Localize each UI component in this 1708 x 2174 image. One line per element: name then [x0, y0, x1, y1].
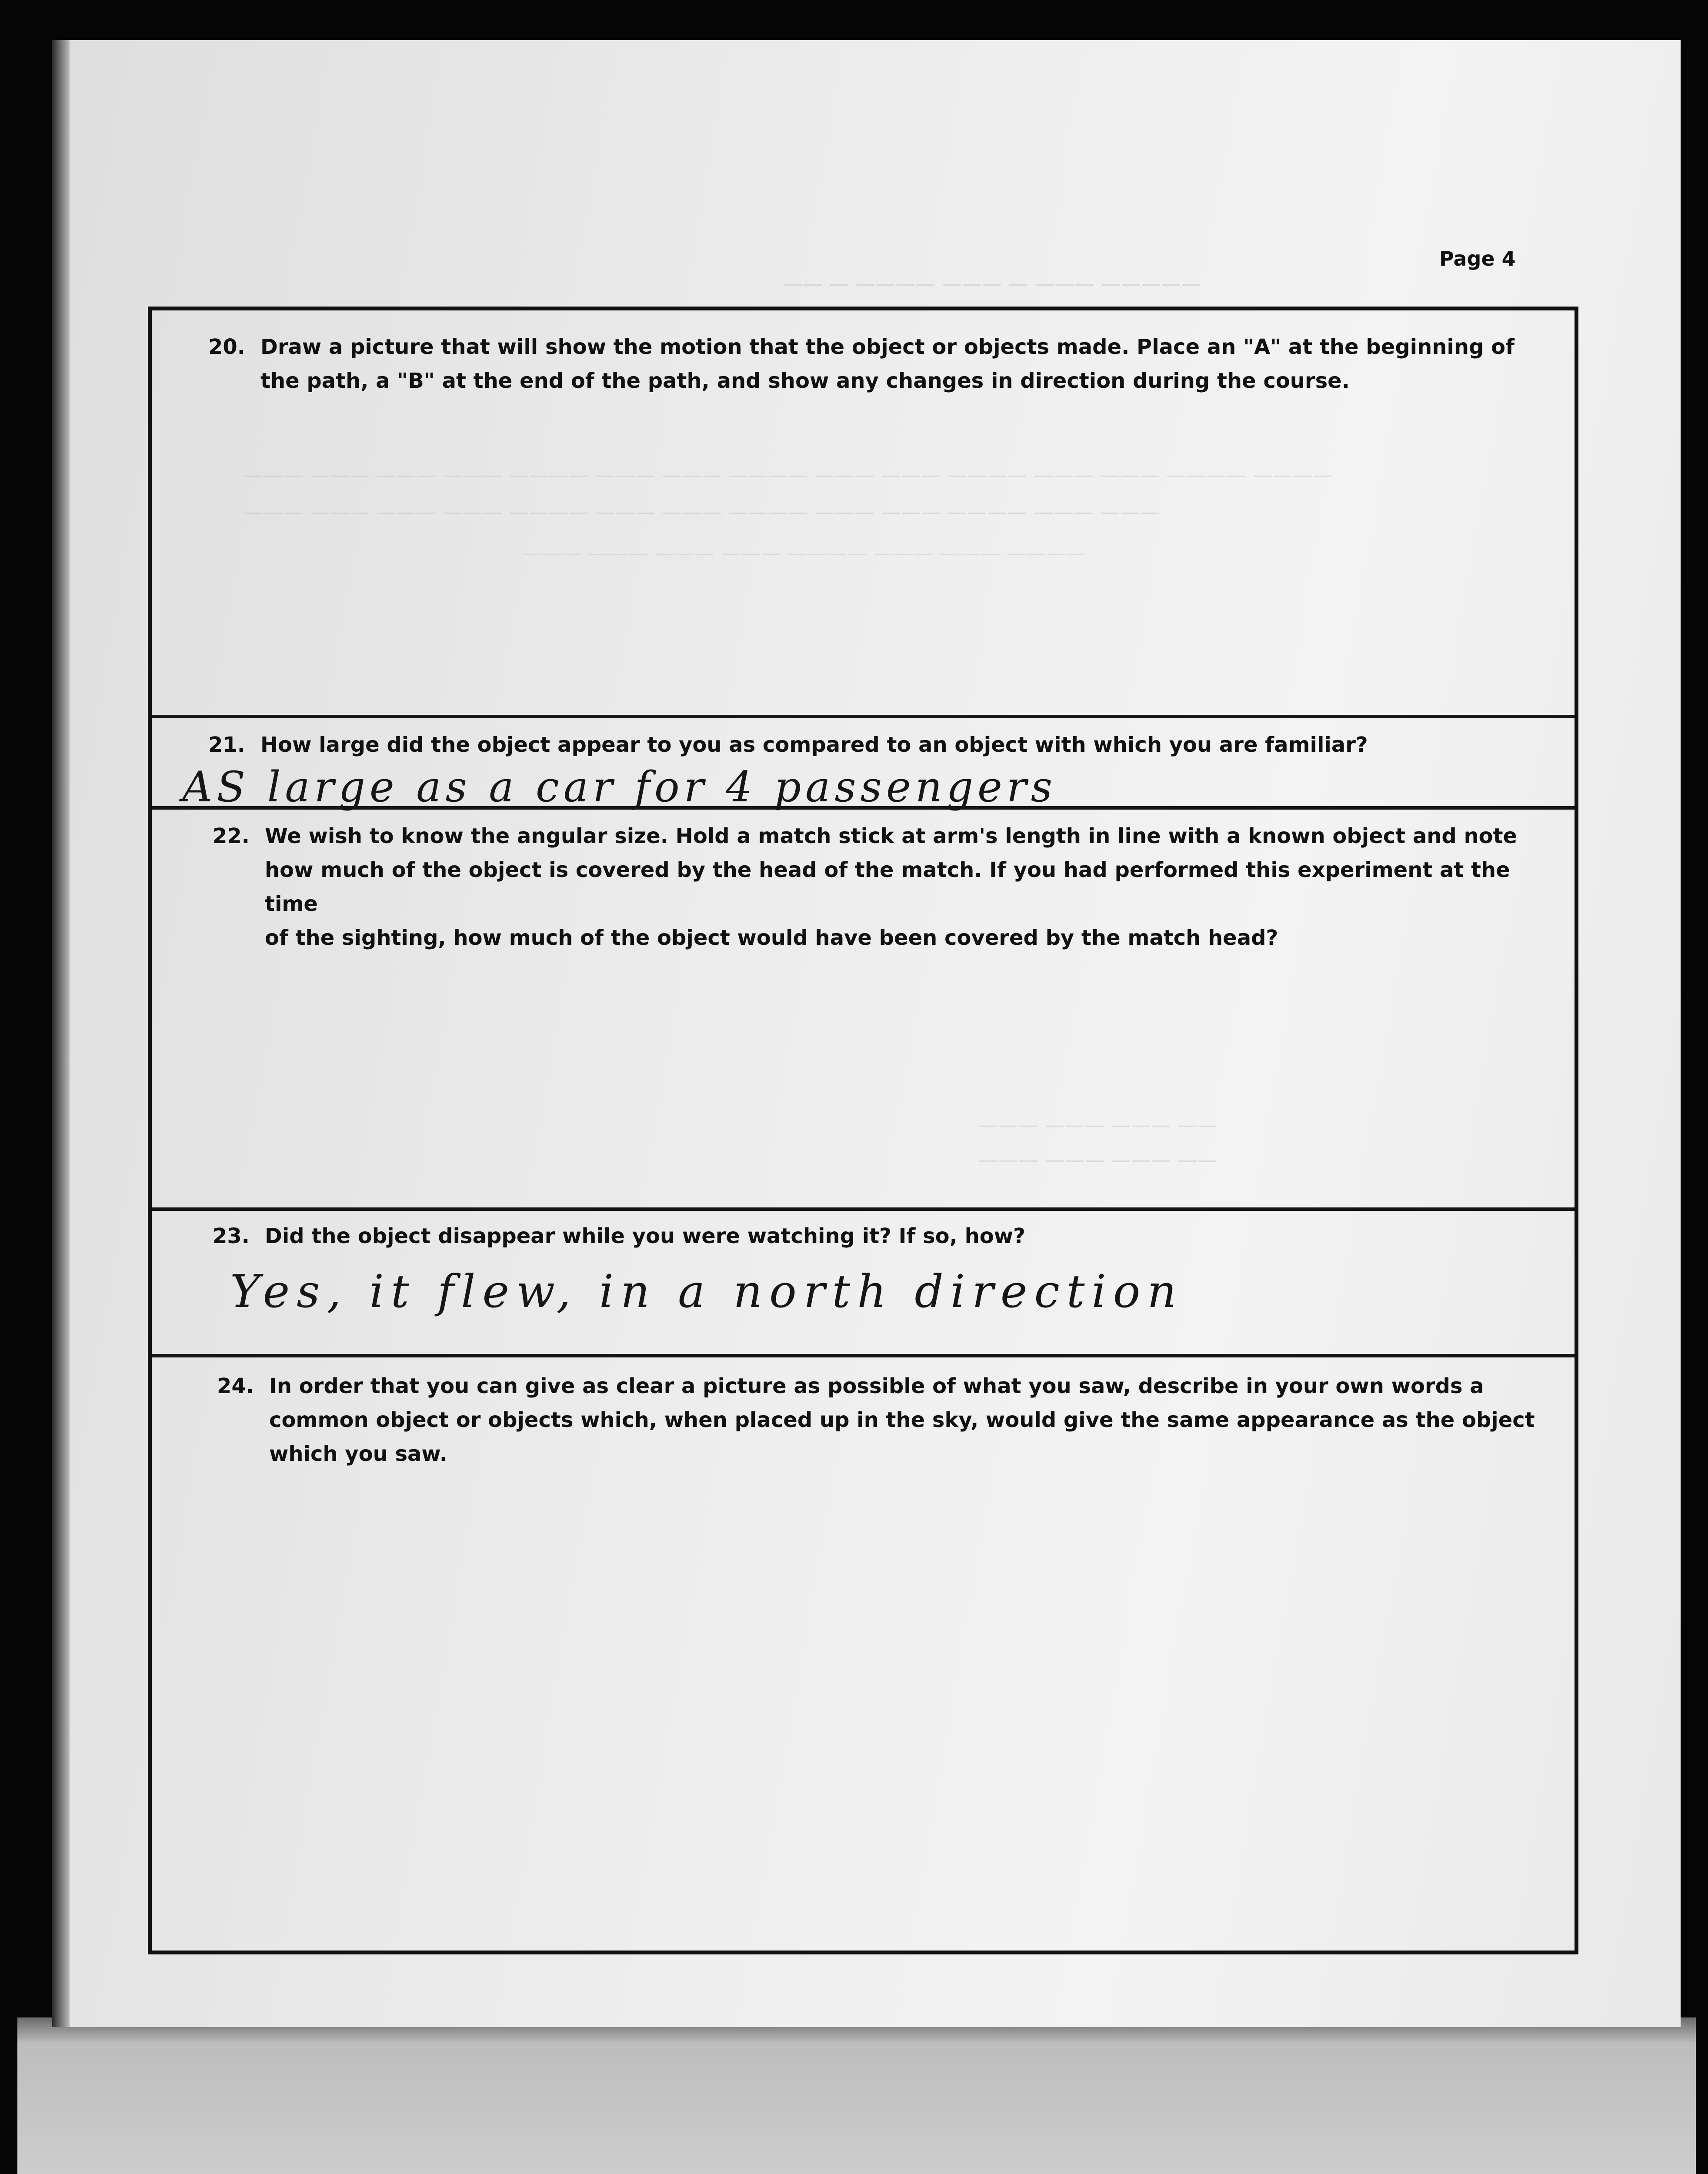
question-number: 24. [217, 1374, 254, 1398]
page-edge-shadow [52, 40, 70, 2027]
bleed-through-line: ——— ——— ——— —— [978, 1148, 1218, 1171]
bleed-through-line: ——— ——— ——— ——— ———— ——— ——— ———— ——— ——— ———— ——— ——— ———— ———— [244, 463, 1333, 487]
handwritten-answer-23[interactable]: Yes, it flew, in a north direction [230, 1265, 1184, 1318]
answer-area-24[interactable] [169, 1484, 1561, 1941]
row-divider [152, 1354, 1575, 1357]
question-text: How large did the object appear to you as compared to an object with which you are familiar? [260, 733, 1368, 757]
row-divider [152, 715, 1575, 718]
bleed-through-line: ——— ——— ——— ——— ———— ——— ——— ———— ——— ——— ———— ——— ——— [244, 500, 1160, 523]
questionnaire-form [148, 307, 1578, 1954]
row-divider [152, 1207, 1575, 1211]
bleed-through-line: ——— ——— ——— —— [978, 1113, 1218, 1137]
bleed-through-line: —— — ———— ——— — ——— ————— [783, 272, 1201, 295]
question-number: 20. [208, 335, 246, 359]
question-number: 23. [213, 1224, 250, 1248]
answer-area-20[interactable] [169, 402, 1561, 706]
question-text: Draw a picture that will show the motion that the object or objects made. Place an "A" at the beginning of the path, a "B" at the end of the path, and show any changes in direction during the course. [260, 335, 1515, 393]
question-text: We wish to know the angular size. Hold a match stick at arm's length in line with a known object and note how much of the object is covered by the head of the match. If you had performed this experiment at the time of the sighting, how much of the object would have been covered by the match head? [265, 824, 1518, 950]
question-number: 21. [208, 733, 246, 757]
question-number: 22. [213, 824, 250, 848]
handwritten-answer-21[interactable]: AS large as a car for 4 passengers [182, 763, 1057, 811]
backing-paper [17, 2017, 1696, 2174]
question-text: Did the object disappear while you were watching it? If so, how? [265, 1224, 1025, 1248]
page-number: Page 4 [1439, 247, 1516, 270]
bleed-through-line: ——— ——— ——— ——— ———— ——— ——— ———— [522, 541, 1087, 565]
question-text: In order that you can give as clear a picture as possible of what you saw, describe in your own words a common object or objects which, when placed up in the sky, would give the same appearance as the object which you saw. [269, 1374, 1535, 1466]
answer-area-22[interactable] [169, 928, 1561, 1197]
